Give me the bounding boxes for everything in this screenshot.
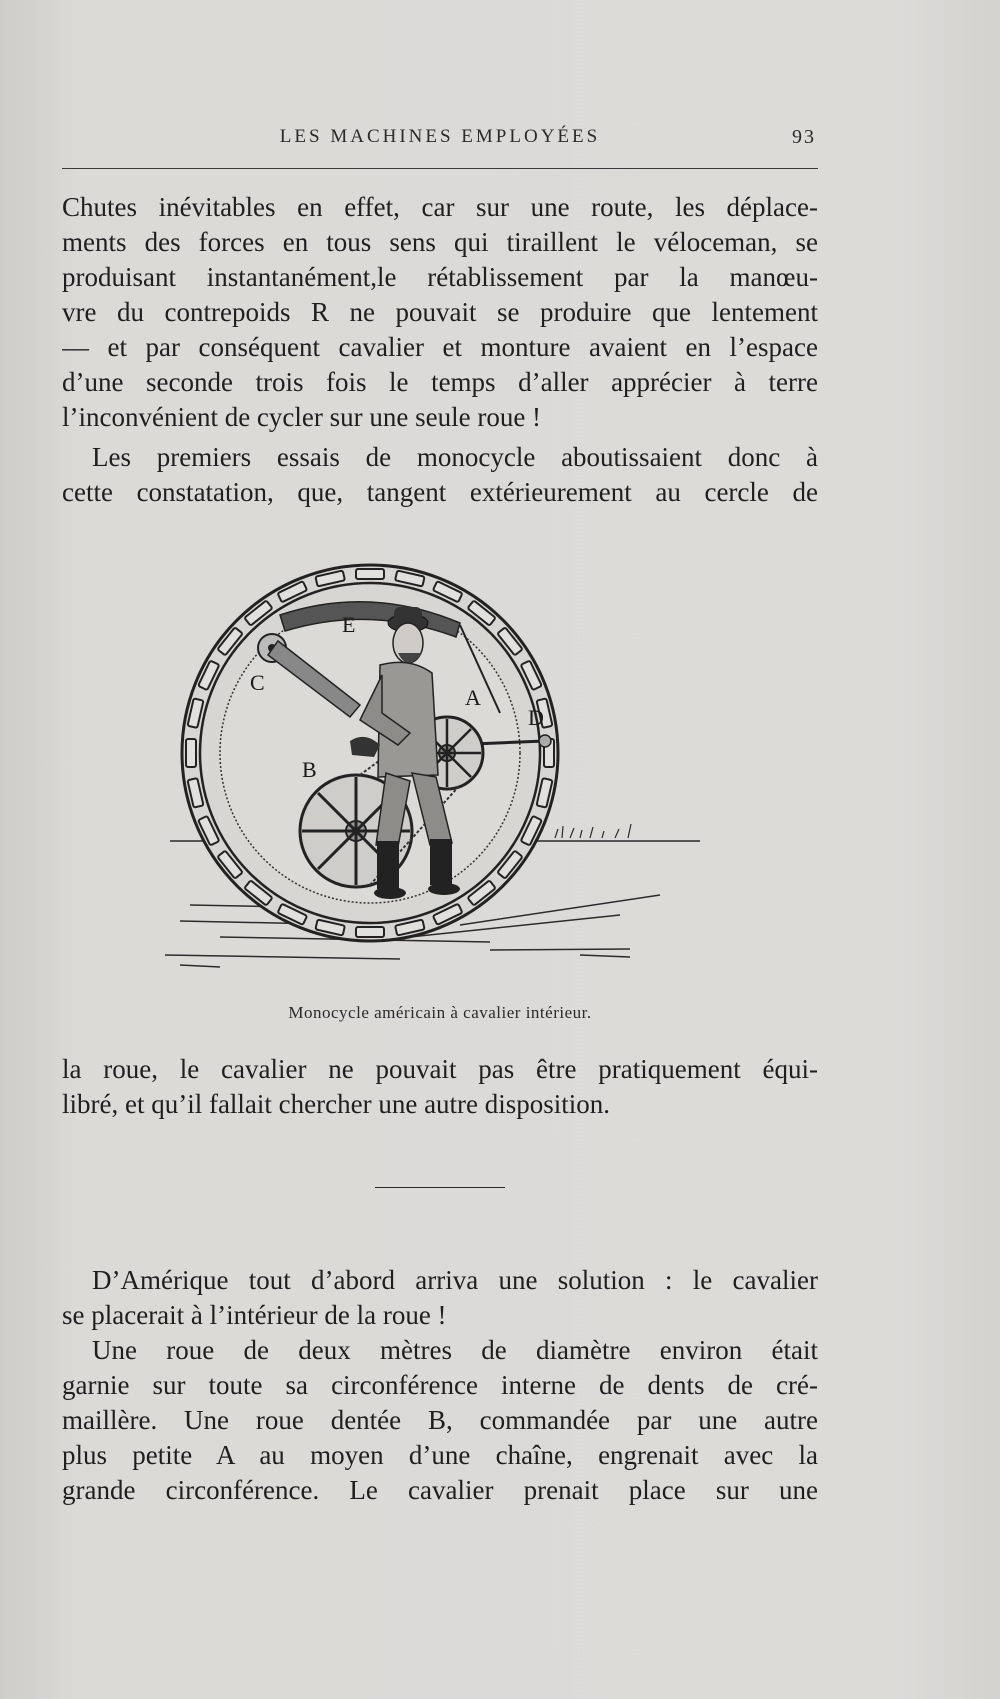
text-line: Chutes inévitables en effet, car sur une route, les déplace- bbox=[62, 192, 818, 222]
running-title: LES MACHINES EMPLOYÉES bbox=[279, 126, 601, 147]
text-line: Les premiers essais de monocycle aboutissaient donc à bbox=[92, 442, 818, 472]
rim-slot bbox=[356, 569, 384, 579]
text-line: Une roue de deux mètres de diamètre environ était bbox=[92, 1335, 818, 1365]
text-line: ments des forces en tous sens qui tiraillent le véloceman, se bbox=[62, 227, 818, 257]
text-line: garnie sur toute sa circonférence interne de dents de cré- bbox=[62, 1370, 818, 1400]
text-line: la roue, le cavalier ne pouvait pas être pratiquement équi- bbox=[62, 1054, 818, 1084]
figure-caption: Monocycle américain à cavalier intérieur. bbox=[288, 1003, 592, 1022]
engraving-figure bbox=[160, 545, 720, 990]
label-c: C bbox=[250, 670, 265, 695]
text-line: vre du contrepoids R ne pouvait se produire que lentement bbox=[62, 297, 818, 327]
label-d: D bbox=[528, 705, 544, 730]
monocycle-illustration bbox=[160, 545, 720, 990]
label-b: B bbox=[302, 757, 317, 782]
paragraph-3 bbox=[62, 1052, 818, 1122]
text-line: d’une seconde trois fois le temps d’aller apprécier à terre bbox=[62, 367, 818, 397]
text-line: se placerait à l’intérieur de la roue ! bbox=[62, 1300, 447, 1330]
text-line: maillère. Une roue dentée B, commandée par une autre bbox=[62, 1405, 818, 1435]
text-line: cette constatation, que, tangent extérieurement au cercle de bbox=[62, 477, 818, 507]
page-number: 93 bbox=[792, 126, 816, 148]
text-line: produisant instantanément,le rétablissement par la manœu- bbox=[62, 262, 818, 292]
rim-slot bbox=[356, 927, 384, 937]
text-line: grande circonférence. Le cavalier prenait place sur une bbox=[62, 1475, 818, 1505]
section-separator bbox=[375, 1187, 505, 1188]
paragraph-4 bbox=[62, 1263, 818, 1333]
paragraph-5 bbox=[62, 1333, 818, 1508]
label-a: A bbox=[465, 685, 481, 710]
pivot-d bbox=[539, 735, 551, 747]
paragraph-2 bbox=[62, 440, 818, 510]
text-line: — et par conséquent cavalier et monture avaient en l’espace bbox=[62, 332, 818, 362]
text-line: libré, et qu’il fallait chercher une autre disposition. bbox=[62, 1089, 611, 1119]
header-rule bbox=[62, 168, 818, 169]
label-e: E bbox=[342, 612, 356, 637]
text-line: l’inconvénient de cycler sur une seule roue ! bbox=[62, 402, 542, 432]
paragraph-1 bbox=[62, 190, 818, 435]
text-line: D’Amérique tout d’abord arriva une solution : le cavalier bbox=[92, 1265, 818, 1295]
text-line: plus petite A au moyen d’une chaîne, engrenait avec la bbox=[62, 1440, 818, 1470]
rim-slot bbox=[186, 739, 196, 767]
running-header bbox=[62, 126, 818, 160]
